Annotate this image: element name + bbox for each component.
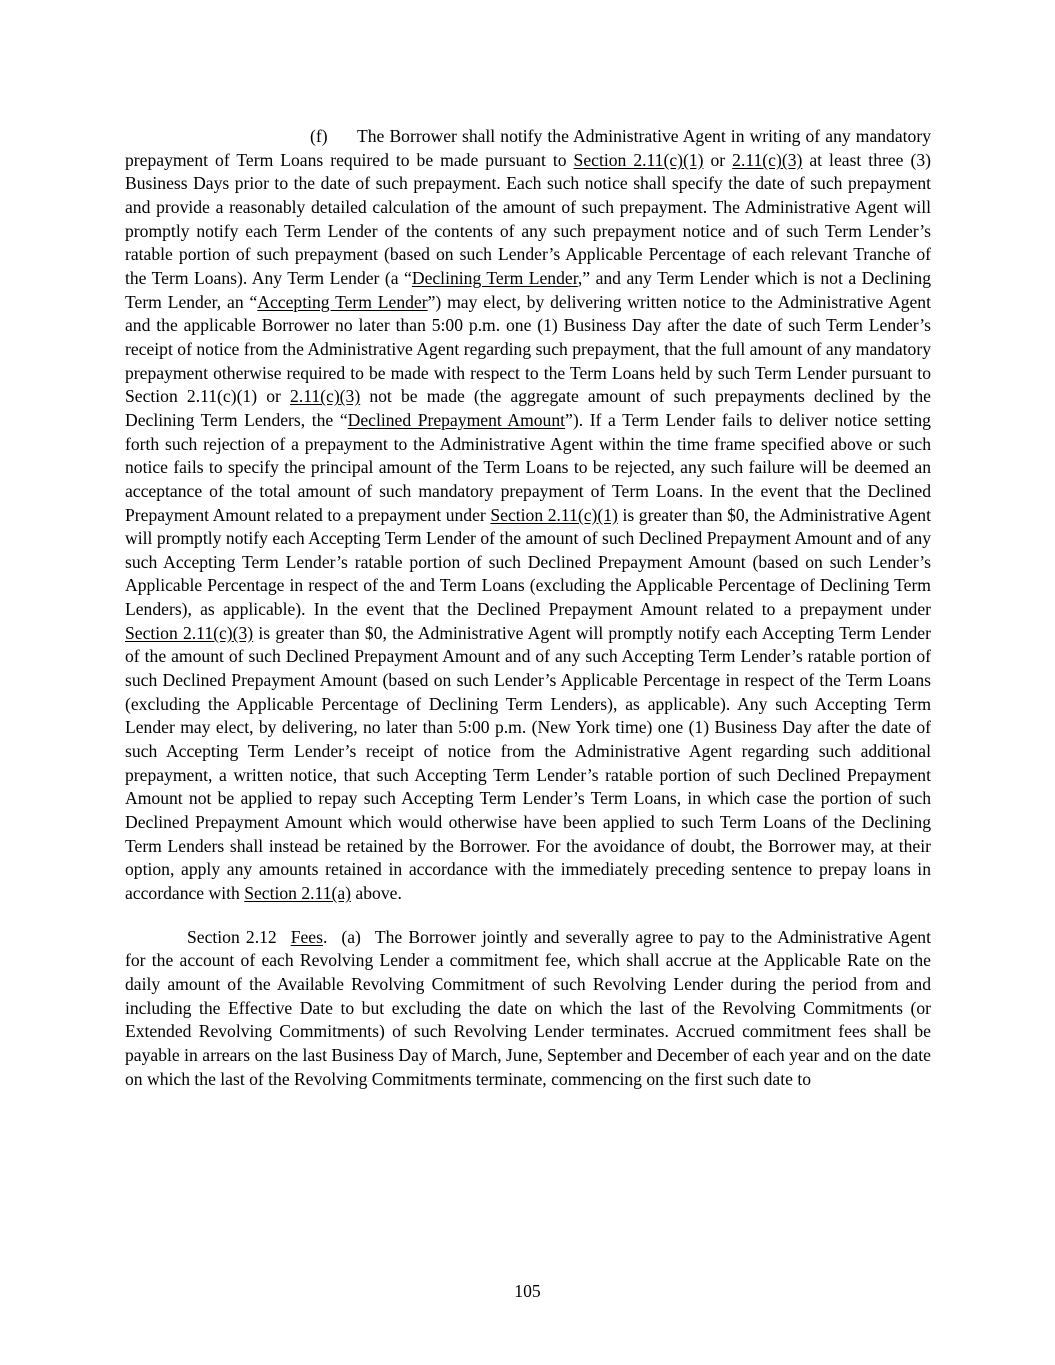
- defined-term-declined-prepayment-amount: Declined Prepayment Amount: [347, 409, 566, 430]
- section-title-period: .: [322, 926, 328, 947]
- paragraph-f-text: or: [703, 149, 733, 170]
- section-ref-2-11-a: Section 2.11(a): [244, 883, 352, 903]
- section-ref-2-11-c-3: 2.11(c)(3): [290, 386, 361, 407]
- section-title: Fees: [290, 926, 323, 947]
- paragraph-f-text: at least three (3) Business Days prior to the date of such prepayment. Each such notice shall specify the date of such prepayment and provide a reasonably detailed calculation of the amount of such prepayment. The Administrative Agent will promptly notify each Term Lender of the contents of any such prepayment notice and of such Term Lender’s ratable portion of such prepayment (based on such Lender’s Applicable Percentage of each relevant Tranche of the Term Loans). Any Term Lender (a “: [125, 149, 931, 288]
- paragraph-f-text: not be made (the aggregate amount of such prepayments declined by the Declining Term Lenders, the “: [125, 386, 931, 430]
- section-2-12-paragraph: [125, 926, 931, 1092]
- paragraph-f-text: above.: [351, 883, 402, 903]
- section-ref-2-11-c-1: Section 2.11(c)(1): [490, 504, 618, 525]
- paragraph-f-text: is greater than $0, the Administrative Agent will promptly notify each Accepting Term Lender of the amount of such Declined Prepayment Amount and of any such Accepting Term Lender’s ratable portion of such Declined Prepayment Amount (based on such Lender’s Applicable Percentage in respect of the Term Loans (excluding the Applicable Percentage of Declining Term Lenders), as applicable). Any such Accepting Term Lender may elect, by delivering, no later than 5:00 p.m. (New York time) one (1) Business Day after the date of such Accepting Term Lender’s receipt of notice from the Administrative Agent regarding such additional prepayment, a written notice, that such Accepting Term Lender’s ratable portion of such Declined Prepayment Amount not be applied to repay such Accepting Term Lender’s Term Loans, in which case the portion of such Declined Prepayment Amount which would otherwise have been applied to such Term Loans of the Declining Term Lenders shall instead be retained by the Borrower. For the avoidance of doubt, the Borrower may, at their option, apply any amounts retained in accordance with the immediately preceding sentence to prepay loans in accordance with: [125, 622, 931, 903]
- section-2-12-marker: (a): [341, 926, 361, 947]
- paragraph-f-text: ”) may elect, by delivering written notice to the Administrative Agent and the applicable Borrower no later than 5:00 p.m. one (1) Business Day after the date of such Term Lender’s receipt of notice from the Administrative Agent regarding such prepayment, that the full amount of any mandatory prepayment otherwise required to be made with respect to the Term Loans held by such Term Lender pursuant to Section 2.11(c)(1) or: [125, 291, 931, 407]
- paragraph-f: [125, 125, 931, 906]
- paragraph-f-text: ”). If a Term Lender fails to deliver notice setting forth such rejection of a prepayment to the Administrative Agent within the time frame specified above or such notice fails to specify the principal amount of the Term Loans to be rejected, any such failure will be deemed an acceptance of the total amount of such mandatory prepayment of Term Loans. In the event that the Declined Prepayment Amount related to a prepayment under: [125, 409, 931, 525]
- body-text: [125, 125, 931, 1091]
- paragraph-f-text: is greater than $0, the Administrative Agent will promptly notify each Accepting Term Lender of the amount of such Declined Prepayment Amount and of any such Accepting Term Lender’s ratable portion of such Declined Prepayment Amount (based on such Lender’s Applicable Percentage in respect of the and Term Loans (excluding the Applicable Percentage of Declining Term Lenders), as applicable). In the event that the Declined Prepayment Amount related to a prepayment under: [125, 504, 931, 620]
- page-number: 105: [514, 1281, 541, 1301]
- section-ref-2-11-c-1: Section 2.11(c)(1): [573, 149, 704, 170]
- paragraph-f-text: The Borrower shall notify the Administrative Agent in writing of any mandatory prepayment of Term Loans required to be made pursuant to: [125, 126, 931, 170]
- section-2-12-text: The Borrower jointly and severally agree to pay to the Administrative Agent for the account of each Revolving Lender a commitment fee, which shall accrue at the Applicable Rate on the daily amount of the Available Revolving Commitment of such Revolving Lender during the period from and including the Effective Date to but excluding the date on which the last of the Revolving Commitments (or Extended Revolving Commitments) of such Revolving Lender terminates. Accrued commitment fees shall be payable in arrears on the last Business Day of March, June, September and December of each year and on the date on which the last of the Revolving Commitments terminate, commencing on the first such date to: [125, 926, 931, 1089]
- paragraph-f-marker: (f): [310, 126, 328, 146]
- defined-term-declining-term-lender: Declining Term Lender: [411, 267, 578, 288]
- section-ref-2-11-c-3: Section 2.11(c)(3): [125, 622, 254, 643]
- section-number: Section 2.12: [187, 926, 277, 947]
- section-ref-2-11-c-3: 2.11(c)(3): [732, 149, 803, 170]
- paragraph-f-text: ,” and any Term Lender which is not a Declining Term Lender, an “: [125, 267, 932, 312]
- defined-term-accepting-term-lender: Accepting Term Lender: [257, 291, 428, 312]
